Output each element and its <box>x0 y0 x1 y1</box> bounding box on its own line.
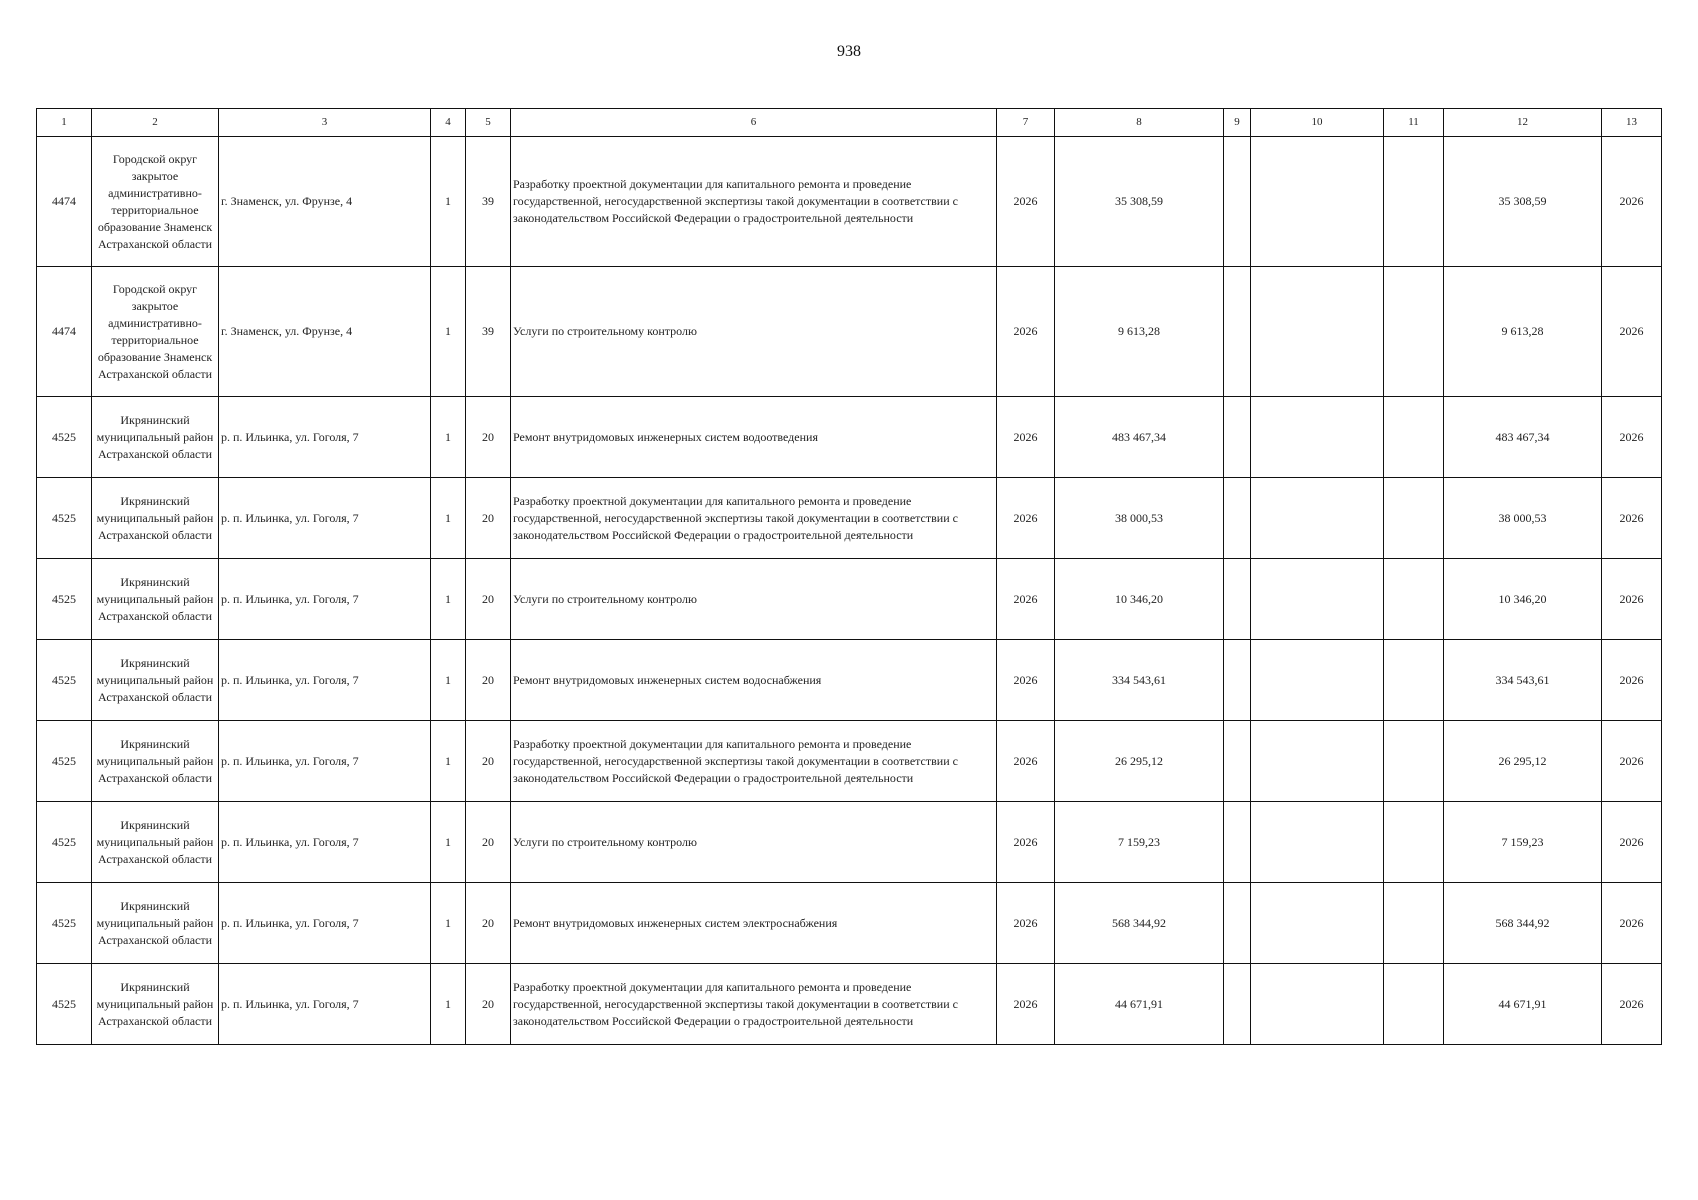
row-number: 4474 <box>37 267 92 397</box>
col-5-value: 20 <box>466 802 511 883</box>
col-9-value <box>1224 137 1251 267</box>
col-11-value <box>1384 964 1444 1045</box>
completion-year: 2026 <box>1602 640 1662 721</box>
col-11-value <box>1384 559 1444 640</box>
col-5-value: 20 <box>466 478 511 559</box>
amount-total: 38 000,53 <box>1444 478 1602 559</box>
col-11-value <box>1384 883 1444 964</box>
col-4-value: 1 <box>431 883 466 964</box>
col-4-value: 1 <box>431 640 466 721</box>
municipality-text: Икрянинский муниципальный район Астраханской области <box>96 736 214 785</box>
col-4-value: 1 <box>431 397 466 478</box>
col-11-value <box>1384 802 1444 883</box>
amount-total: 44 671,91 <box>1444 964 1602 1045</box>
col-9-value <box>1224 267 1251 397</box>
year: 2026 <box>997 559 1055 640</box>
municipality-text: Икрянинский муниципальный район Астраханской области <box>96 979 214 1028</box>
municipality <box>92 478 219 559</box>
address: р. п. Ильинка, ул. Гоголя, 7 <box>219 883 431 964</box>
municipality-text: Икрянинский муниципальный район Астраханской области <box>96 574 214 623</box>
header-row <box>37 109 1662 137</box>
row-number: 4474 <box>37 137 92 267</box>
col-4-value: 1 <box>431 478 466 559</box>
amount: 44 671,91 <box>1055 964 1224 1045</box>
col-9-value <box>1224 478 1251 559</box>
year: 2026 <box>997 478 1055 559</box>
address: р. п. Ильинка, ул. Гоголя, 7 <box>219 478 431 559</box>
amount-total: 7 159,23 <box>1444 802 1602 883</box>
table-row <box>37 559 1662 640</box>
amount-total: 334 543,61 <box>1444 640 1602 721</box>
amount-total: 10 346,20 <box>1444 559 1602 640</box>
column-header: 11 <box>1384 109 1444 137</box>
column-header: 8 <box>1055 109 1224 137</box>
address: р. п. Ильинка, ул. Гоголя, 7 <box>219 397 431 478</box>
completion-year: 2026 <box>1602 137 1662 267</box>
col-10-value <box>1251 883 1384 964</box>
year: 2026 <box>997 964 1055 1045</box>
col-4-value: 1 <box>431 802 466 883</box>
col-5-value: 20 <box>466 397 511 478</box>
municipality <box>92 802 219 883</box>
row-number: 4525 <box>37 397 92 478</box>
work-description: Услуги по строительному контролю <box>511 267 997 397</box>
amount: 7 159,23 <box>1055 802 1224 883</box>
work-description: Разработку проектной документации для капитального ремонта и проведение государственной, негосударственной экспертизы такой документации в соответствии с законодательством Российской Федерации о градостроительной деятельности <box>511 721 997 802</box>
column-header: 7 <box>997 109 1055 137</box>
col-11-value <box>1384 640 1444 721</box>
column-header: 9 <box>1224 109 1251 137</box>
col-9-value <box>1224 883 1251 964</box>
column-header: 6 <box>511 109 997 137</box>
col-10-value <box>1251 559 1384 640</box>
address: г. Знаменск, ул. Фрунзе, 4 <box>219 267 431 397</box>
column-header: 1 <box>37 109 92 137</box>
completion-year: 2026 <box>1602 721 1662 802</box>
col-10-value <box>1251 802 1384 883</box>
municipality <box>92 721 219 802</box>
completion-year: 2026 <box>1602 802 1662 883</box>
work-description: Ремонт внутридомовых инженерных систем водоотведения <box>511 397 997 478</box>
col-9-value <box>1224 397 1251 478</box>
col-4-value: 1 <box>431 964 466 1045</box>
row-number: 4525 <box>37 721 92 802</box>
municipality <box>92 137 219 267</box>
table-row <box>37 478 1662 559</box>
row-number: 4525 <box>37 883 92 964</box>
amount-total: 483 467,34 <box>1444 397 1602 478</box>
column-header: 3 <box>219 109 431 137</box>
col-5-value: 20 <box>466 883 511 964</box>
column-header: 5 <box>466 109 511 137</box>
work-description: Услуги по строительному контролю <box>511 802 997 883</box>
col-9-value <box>1224 559 1251 640</box>
address: р. п. Ильинка, ул. Гоголя, 7 <box>219 802 431 883</box>
municipality <box>92 964 219 1045</box>
municipality-text: Икрянинский муниципальный район Астраханской области <box>96 412 214 461</box>
col-9-value <box>1224 640 1251 721</box>
year: 2026 <box>997 802 1055 883</box>
col-10-value <box>1251 640 1384 721</box>
completion-year: 2026 <box>1602 267 1662 397</box>
year: 2026 <box>997 883 1055 964</box>
work-description: Ремонт внутридомовых инженерных систем водоснабжения <box>511 640 997 721</box>
col-4-value: 1 <box>431 721 466 802</box>
row-number: 4525 <box>37 478 92 559</box>
amount: 26 295,12 <box>1055 721 1224 802</box>
row-number: 4525 <box>37 559 92 640</box>
col-4-value: 1 <box>431 559 466 640</box>
column-header: 10 <box>1251 109 1384 137</box>
column-header: 4 <box>431 109 466 137</box>
municipality-text: Икрянинский муниципальный район Астраханской области <box>96 493 214 542</box>
col-11-value <box>1384 397 1444 478</box>
col-10-value <box>1251 721 1384 802</box>
work-description: Услуги по строительному контролю <box>511 559 997 640</box>
completion-year: 2026 <box>1602 397 1662 478</box>
amount-total: 568 344,92 <box>1444 883 1602 964</box>
row-number: 4525 <box>37 640 92 721</box>
completion-year: 2026 <box>1602 559 1662 640</box>
address: р. п. Ильинка, ул. Гоголя, 7 <box>219 559 431 640</box>
amount: 35 308,59 <box>1055 137 1224 267</box>
col-10-value <box>1251 267 1384 397</box>
table-row <box>37 640 1662 721</box>
table-row <box>37 883 1662 964</box>
completion-year: 2026 <box>1602 964 1662 1045</box>
col-11-value <box>1384 478 1444 559</box>
completion-year: 2026 <box>1602 883 1662 964</box>
municipality-text: Городской округ закрытое административно-территориальное образование Знаменск Астраханской области <box>97 281 213 381</box>
col-5-value: 20 <box>466 964 511 1045</box>
municipality-text: Икрянинский муниципальный район Астраханской области <box>96 817 214 866</box>
municipality <box>92 559 219 640</box>
col-5-value: 39 <box>466 267 511 397</box>
table-row <box>37 721 1662 802</box>
amount: 38 000,53 <box>1055 478 1224 559</box>
year: 2026 <box>997 397 1055 478</box>
amount: 10 346,20 <box>1055 559 1224 640</box>
col-10-value <box>1251 964 1384 1045</box>
col-4-value: 1 <box>431 137 466 267</box>
table-row <box>37 964 1662 1045</box>
col-5-value: 20 <box>466 721 511 802</box>
col-10-value <box>1251 478 1384 559</box>
table-row <box>37 802 1662 883</box>
table-row <box>37 137 1662 267</box>
address: р. п. Ильинка, ул. Гоголя, 7 <box>219 640 431 721</box>
work-description: Разработку проектной документации для капитального ремонта и проведение государственной, негосударственной экспертизы такой документации в соответствии с законодательством Российской Федерации о градостроительной деятельности <box>511 964 997 1045</box>
page-number: 938 <box>837 43 861 60</box>
amount-total: 9 613,28 <box>1444 267 1602 397</box>
column-header: 13 <box>1602 109 1662 137</box>
register-table <box>36 108 1662 1045</box>
col-10-value <box>1251 397 1384 478</box>
col-9-value <box>1224 964 1251 1045</box>
column-header: 2 <box>92 109 219 137</box>
col-5-value: 39 <box>466 137 511 267</box>
work-description: Разработку проектной документации для капитального ремонта и проведение государственной, негосударственной экспертизы такой документации в соответствии с законодательством Российской Федерации о градостроительной деятельности <box>511 478 997 559</box>
address: р. п. Ильинка, ул. Гоголя, 7 <box>219 964 431 1045</box>
year: 2026 <box>997 721 1055 802</box>
work-description: Разработку проектной документации для капитального ремонта и проведение государственной, негосударственной экспертизы такой документации в соответствии с законодательством Российской Федерации о градостроительной деятельности <box>511 137 997 267</box>
year: 2026 <box>997 137 1055 267</box>
municipality <box>92 267 219 397</box>
col-11-value <box>1384 721 1444 802</box>
completion-year: 2026 <box>1602 478 1662 559</box>
column-header: 12 <box>1444 109 1602 137</box>
amount: 9 613,28 <box>1055 267 1224 397</box>
col-11-value <box>1384 267 1444 397</box>
row-number: 4525 <box>37 802 92 883</box>
work-description: Ремонт внутридомовых инженерных систем электроснабжения <box>511 883 997 964</box>
col-11-value <box>1384 137 1444 267</box>
municipality <box>92 397 219 478</box>
amount: 568 344,92 <box>1055 883 1224 964</box>
table-row <box>37 267 1662 397</box>
address: р. п. Ильинка, ул. Гоголя, 7 <box>219 721 431 802</box>
row-number: 4525 <box>37 964 92 1045</box>
amount-total: 35 308,59 <box>1444 137 1602 267</box>
table-row <box>37 397 1662 478</box>
col-9-value <box>1224 802 1251 883</box>
year: 2026 <box>997 640 1055 721</box>
col-9-value <box>1224 721 1251 802</box>
municipality <box>92 640 219 721</box>
amount-total: 26 295,12 <box>1444 721 1602 802</box>
col-5-value: 20 <box>466 559 511 640</box>
year: 2026 <box>997 267 1055 397</box>
col-10-value <box>1251 137 1384 267</box>
municipality-text: Городской округ закрытое административно-территориальное образование Знаменск Астраханской области <box>97 151 213 251</box>
municipality-text: Икрянинский муниципальный район Астраханской области <box>96 655 214 704</box>
amount: 334 543,61 <box>1055 640 1224 721</box>
municipality <box>92 883 219 964</box>
municipality-text: Икрянинский муниципальный район Астраханской области <box>96 898 214 947</box>
amount: 483 467,34 <box>1055 397 1224 478</box>
col-4-value: 1 <box>431 267 466 397</box>
address: г. Знаменск, ул. Фрунзе, 4 <box>219 137 431 267</box>
col-5-value: 20 <box>466 640 511 721</box>
